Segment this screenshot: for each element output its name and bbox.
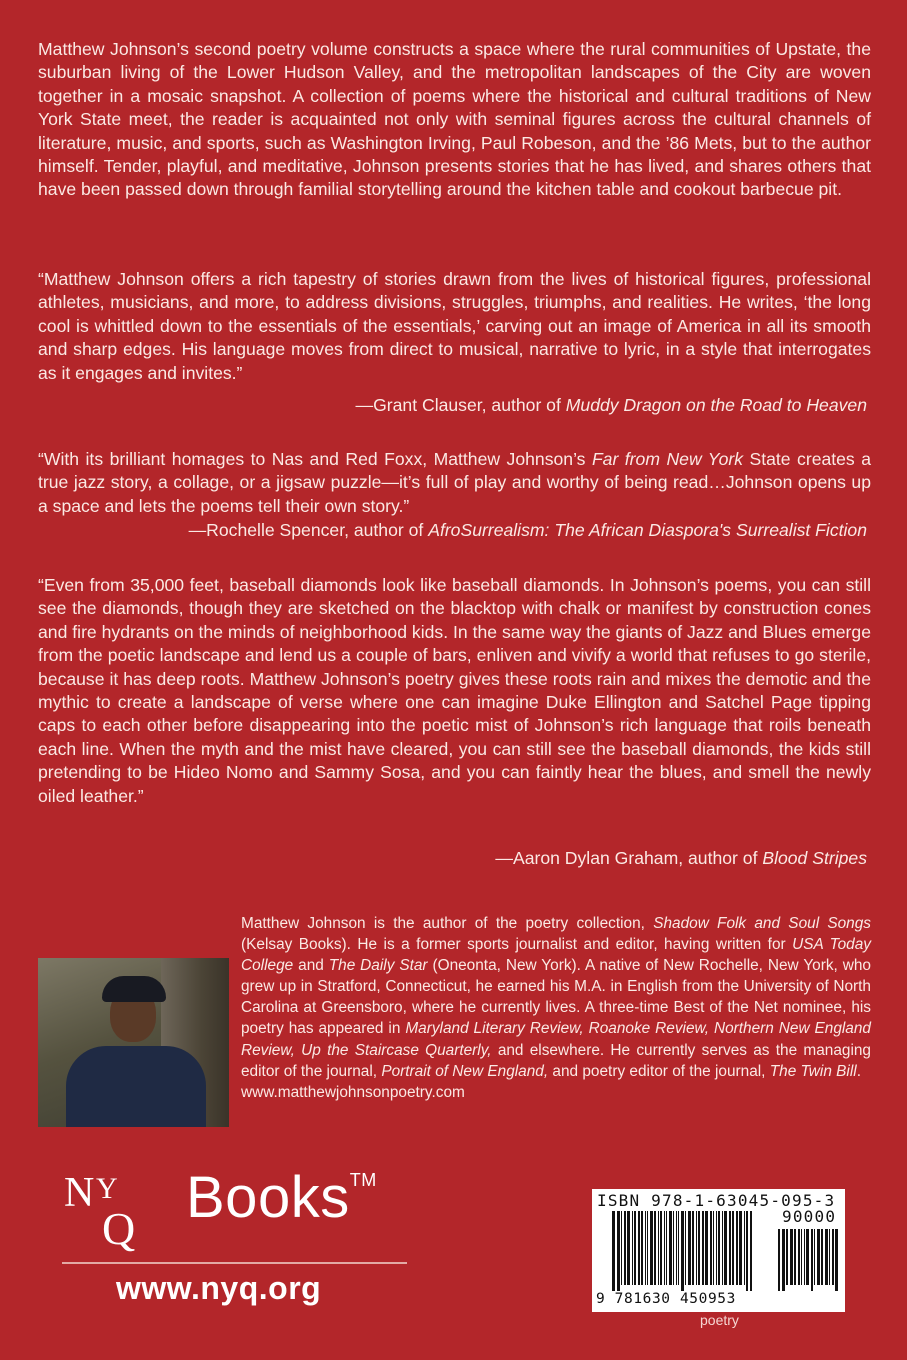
addon-barcode-bar <box>806 1229 809 1285</box>
barcode-bar <box>681 1211 684 1291</box>
addon-barcode-bar <box>804 1229 805 1285</box>
barcode-bar <box>612 1211 615 1291</box>
barcode-bar <box>632 1211 633 1285</box>
barcode-bar <box>713 1211 714 1285</box>
barcode-bar <box>658 1211 659 1285</box>
author-bio: Matthew Johnson is the author of the poetry collection, Shadow Folk and Soul Songs (Kelsay Books). He is a former sports journalist and editor, having written for USA Today College and The Daily Star (Oneonta, New York). A native of New Rochelle, New York, who grew up in Stratford, Connecticut, he earned his M.A. in English from the University of North Carolina at Greensboro, where he currently lives. A three-time Best of the Net nominee, his poetry has appeared in Maryland Literary Review, Roanoke Review, Northern New England Review, Up the Staircase Quarterly, and elsewhere. He currently serves as the managing editor of the journal, Portrait of New England, and poetry editor of the journal, The Twin Bill. www.matthewjohnsonpoetry.com <box>38 913 871 1131</box>
publisher-logo <box>62 1160 407 1255</box>
isbn-label: ISBN 978-1-63045-095-3 <box>597 1191 836 1210</box>
photo-body <box>66 1046 206 1127</box>
barcode-bar <box>688 1211 691 1285</box>
barcode-bar <box>654 1211 656 1285</box>
photo-cap <box>102 976 166 1002</box>
barcode-digits: 9 781630 450953 <box>596 1291 736 1307</box>
barcode-bar <box>664 1211 665 1285</box>
barcode-bar <box>732 1211 734 1285</box>
barcode-bar <box>736 1211 738 1285</box>
barcode-bar <box>744 1211 745 1285</box>
barcode-bar <box>645 1211 646 1285</box>
addon-barcode-bar <box>835 1229 838 1291</box>
barcode-bar <box>666 1211 667 1285</box>
barcode-bar <box>750 1211 752 1291</box>
attribution-clauser: —Grant Clauser, author of Muddy Dragon on the Road to Heaven <box>355 395 867 415</box>
attribution-graham: —Aaron Dylan Graham, author of Blood Stripes <box>495 848 867 868</box>
addon-barcode-bar <box>790 1229 793 1285</box>
barcode-bar <box>698 1211 700 1285</box>
addon-barcode-bar <box>814 1229 815 1285</box>
barcode-bar <box>634 1211 636 1285</box>
barcode-bar <box>729 1211 731 1285</box>
addon-barcode-bar <box>778 1229 780 1291</box>
barcode-bar <box>621 1211 622 1285</box>
ean-barcode-bars <box>612 1211 772 1291</box>
barcode-bar <box>650 1211 653 1285</box>
barcode-bar <box>692 1211 694 1285</box>
barcode-bar <box>739 1211 742 1285</box>
book-title: Far from New York <box>591 449 744 469</box>
addon-barcode-bar <box>782 1229 785 1291</box>
author-website[interactable]: www.matthewjohnsonpoetry.com <box>241 1083 465 1101</box>
addon-barcode-bar <box>794 1229 796 1285</box>
publisher-website[interactable]: www.nyq.org <box>116 1270 322 1306</box>
barcode-bar <box>638 1211 640 1285</box>
price-code: 90000 <box>782 1207 837 1226</box>
logo-divider <box>62 1262 407 1264</box>
barcode-bar <box>617 1211 620 1291</box>
logo-letter-n: N <box>64 1170 95 1216</box>
barcode-bar <box>705 1211 708 1285</box>
category-label: poetry <box>700 1312 739 1328</box>
barcode-bar <box>624 1211 626 1285</box>
barcode-bar <box>722 1211 723 1285</box>
nyq-monogram-icon <box>62 1160 182 1255</box>
barcode-bar <box>718 1211 720 1285</box>
logo-letter-q: Q <box>102 1203 136 1254</box>
barcode-bar <box>710 1211 712 1285</box>
barcode-bar <box>676 1211 677 1285</box>
publisher-name: Books™ <box>186 1165 377 1230</box>
barcode-bar <box>724 1211 727 1285</box>
barcode-bar <box>716 1211 717 1285</box>
work-title: Blood Stripes <box>762 848 867 868</box>
addon-barcode-bars <box>778 1229 838 1291</box>
addon-barcode-bar <box>821 1229 823 1285</box>
barcode-bar <box>702 1211 704 1285</box>
addon-barcode-bar <box>825 1229 828 1285</box>
barcode-bar <box>660 1211 662 1285</box>
isbn-barcode <box>592 1189 845 1312</box>
addon-barcode-bar <box>829 1229 830 1285</box>
barcode-bar <box>685 1211 686 1285</box>
attribution-spencer: —Rochelle Spencer, author of AfroSurrealism: The African Diaspora's Surrealist Fiction <box>188 520 867 540</box>
barcode-bar <box>669 1211 672 1285</box>
barcode-bar <box>678 1211 679 1285</box>
barcode-bar <box>746 1211 748 1291</box>
work-title: Muddy Dragon on the Road to Heaven <box>565 395 867 415</box>
review-quote-clauser: “Matthew Johnson offers a rich tapestry of stories drawn from the lives of historical figures, professional athletes, musicians, and more, to address divisions, struggles, triumphs, and realities. He writes, ‘the long cool is whittled down to the essentials of the essentials,’ carving out an image of America in all its smooth and sharp edges. His language moves from direct to musical, narrative to lyric, in a style that interrogates as it engages and invites.” <box>38 269 871 383</box>
addon-barcode-bar <box>798 1229 800 1285</box>
barcode-bar <box>627 1211 630 1285</box>
book-blurb: Matthew Johnson’s second poetry volume constructs a space where the rural communities of Upstate, the suburban living of the Lower Hudson Valley, and the metropolitan landscapes of the City are woven together in a mosaic snapshot. A collection of poems where the historical and cultural traditions of New York State meet, the reader is acquainted not only with seminal figures across the cultural channels of literature, music, and sports, such as Washington Irving, Paul Robeson, and the ’86 Mets, but to the author himself. Tender, playful, and meditative, Johnson presents stories that he has lived, and shares others that have been passed down through familial storytelling around the kitchen table and cookout barbecue pit. <box>38 39 871 200</box>
addon-barcode-bar <box>786 1229 788 1285</box>
addon-barcode-bar <box>832 1229 834 1285</box>
review-quote-graham: “Even from 35,000 feet, baseball diamonds look like baseball diamonds. In Johnson’s poems, you can still see the diamonds, though they are sketched on the blacktop with chalk or manifest by construction cones and fire hydrants on the minds of neighborhood kids. In the same way the giants of Jazz and Blues emerge from the poetic landscape and lend us a couple of bars, enliven and vivify a world that refuses to go sterile, because it has deep roots. Matthew Johnson’s poetry gives these roots rain and mixes the demotic and the mythic to create a landscape of verse where one can imagine Duke Ellington and Satchel Page tipping caps to each other before disappearing into the poetic mist of Johnson’s rich language that roils beneath each line. When the myth and the mist have cleared, you can still see the baseball diamonds, the kids still pretending to be Hideo Nomo and Sammy Sosa, and you can faintly hear the blues, and smell the newly oiled leather.” <box>38 575 871 806</box>
addon-barcode-bar <box>801 1229 802 1285</box>
author-photo <box>38 958 229 1127</box>
addon-barcode-bar <box>817 1229 820 1285</box>
barcode-bar <box>647 1211 648 1285</box>
barcode-bar <box>673 1211 674 1285</box>
review-quote-spencer: “With its brilliant homages to Nas and Red Foxx, Matthew Johnson’s Far from New York State creates a true jazz story, a collage, or a jigsaw puzzle—it’s full of play and worthy of being read…Johnson opens up a space and lets the poems tell their own story.” <box>38 449 871 516</box>
barcode-bar <box>641 1211 643 1285</box>
work-title: AfroSurrealism: The African Diaspora's Surrealist Fiction <box>428 520 867 540</box>
addon-barcode-bar <box>811 1229 813 1291</box>
logo-letter-y: Y <box>96 1172 118 1205</box>
barcode-bar <box>696 1211 697 1285</box>
